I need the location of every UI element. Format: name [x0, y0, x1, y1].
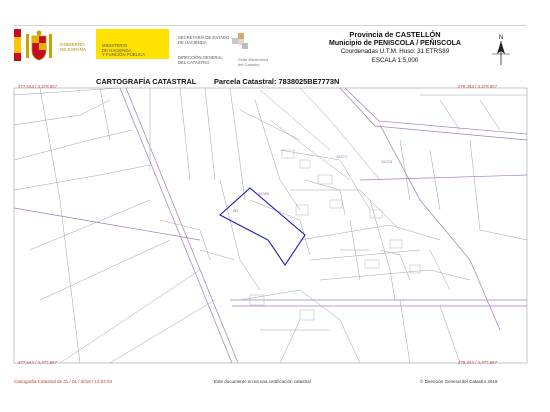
map-scale: ESCALA 1:5,000: [371, 56, 419, 64]
cartography-title: CARTOGRAFÍA CATASTRAL: [96, 77, 197, 86]
direction-line1: DIRECCIÓN GENERAL: [178, 55, 223, 60]
sede-line2: del Catastro: [238, 61, 260, 67]
ministry-line2: DE HACIENDA: [102, 47, 132, 53]
municipality-title: Municipio de PENISCOLA / PEÑISCOLA: [329, 40, 461, 47]
corner-top-left: 277,644 / 4,478,827: [18, 84, 58, 89]
footer-copyright: © Dirección General del Catastro 2018: [420, 379, 498, 384]
sede-line1: Sede Electrónica: [238, 57, 269, 62]
road-label: 2D: [233, 208, 239, 213]
footer-date: Cartografía Catastral de 31 / 01 / 2018 / 14:04:04: [14, 379, 113, 384]
block-label-a: 38380: [258, 191, 270, 196]
corner-bottom-left: 277,644 / 4,477,567: [18, 360, 58, 365]
parcel-reference: Parcela Catastral: 7838025BE7773N: [214, 77, 340, 86]
road-lines: [14, 88, 527, 363]
province-title: Provincia de CASTELLÓN: [349, 30, 441, 39]
block-label-b: 38372: [336, 154, 348, 159]
secretariat-line2: DE HACIENDA: [178, 39, 207, 45]
parcel-lines: [14, 88, 527, 363]
map-frame: [14, 88, 527, 363]
government-line1: GOBIERNO: [60, 42, 85, 47]
block-label-c: 38378: [381, 159, 393, 164]
secretariat-line1: SECRETARÍA DE ESTADO: [178, 35, 230, 40]
building-outlines: [250, 150, 420, 320]
direction-line2: DEL CATASTRO: [178, 59, 210, 65]
ministry-line1: MINISTERIO: [102, 43, 128, 48]
north-label: N: [498, 35, 504, 41]
ministry-line3: Y FUNCIÓN PÚBLICA: [102, 52, 146, 58]
corner-bottom-right: 279,344 / 4,477,567: [458, 360, 498, 365]
corner-top-right: 279,344 / 4,478,827: [458, 84, 498, 89]
highlighted-parcel: [220, 188, 305, 265]
footer-disclaimer: Este documento no es una certificación catastral: [214, 379, 311, 384]
coordinate-system: Coordenadas U.T.M. Huso: 31 ETRS89: [340, 48, 450, 55]
government-line2: DE ESPAÑA: [60, 46, 86, 52]
